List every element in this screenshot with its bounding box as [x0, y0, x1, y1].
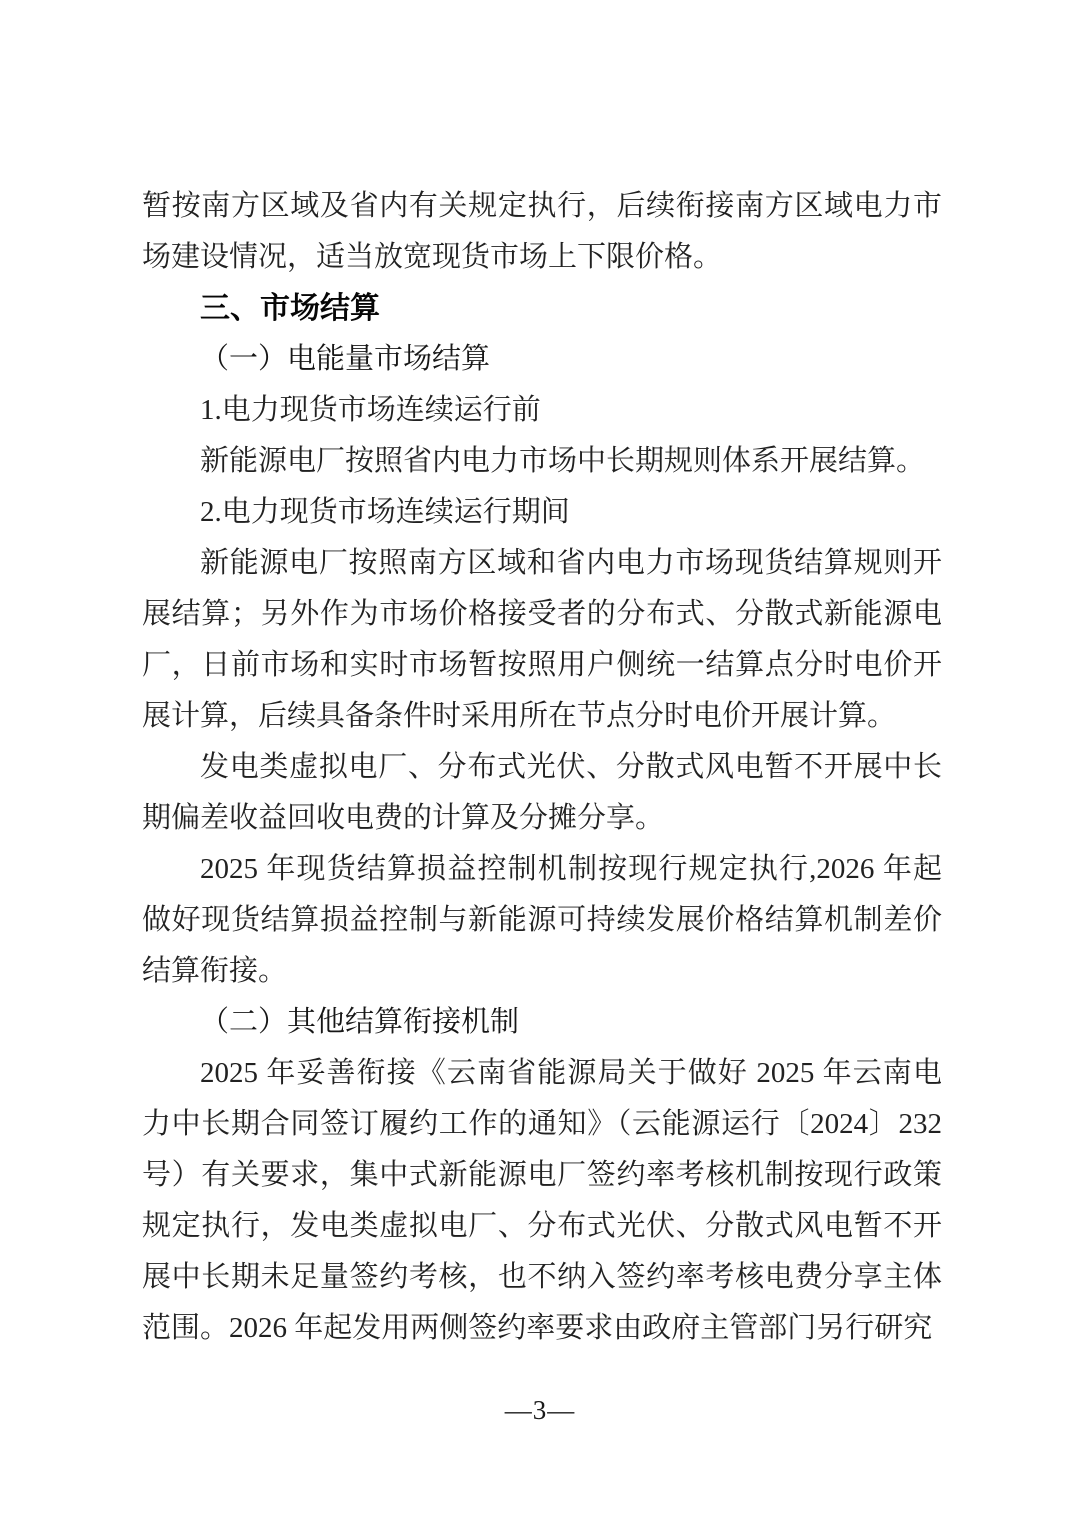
body-paragraph: 2025 年妥善衔接《云南省能源局关于做好 2025 年云南电力中长期合同签订履约工作的通知》（云能源运行〔2024〕232 号）有关要求，集中式新能源电厂签约率考核机制按现行政策规定执行，发电类虚拟电厂、分布式光伏、分散式风电暂不开展中长期未足量签约考核，也不纳入签约率考核电费分享主体范围。2026 年起发用两侧签约率要求由政府主管部门另行研究	[142, 1057, 942, 1344]
subsection-heading: （一）电能量市场结算	[200, 343, 491, 375]
section-heading: 三、市场结算	[200, 292, 380, 325]
subsection-heading: （二）其他结算衔接机制	[200, 1006, 520, 1038]
document-body	[142, 181, 942, 1354]
body-paragraph: 新能源电厂按照南方区域和省内电力市场现货结算规则开展结算；另外作为市场价格接受者的分布式、分散式新能源电厂，日前市场和实时市场暂按照用户侧统一结算点分时电价开展计算，后续具备条件时采用所在节点分时电价开展计算。	[142, 547, 942, 732]
body-paragraph: 新能源电厂按照省内电力市场中长期规则体系开展结算。	[200, 445, 926, 477]
body-paragraph: 2.电力现货市场连续运行期间	[200, 496, 570, 528]
body-paragraph: 1.电力现货市场连续运行前	[200, 394, 541, 426]
body-paragraph: 2025 年现货结算损益控制机制按现行规定执行,2026 年起做好现货结算损益控制与新能源可持续发展价格结算机制差价结算衔接。	[142, 853, 942, 987]
page-number: —3—	[504, 1395, 576, 1425]
body-paragraph: 发电类虚拟电厂、分布式光伏、分散式风电暂不开展中长期偏差收益回收电费的计算及分摊分享。	[142, 751, 942, 834]
body-paragraph: 暂按南方区域及省内有关规定执行，后续衔接南方区域电力市场建设情况，适当放宽现货市场上下限价格。	[142, 190, 942, 273]
